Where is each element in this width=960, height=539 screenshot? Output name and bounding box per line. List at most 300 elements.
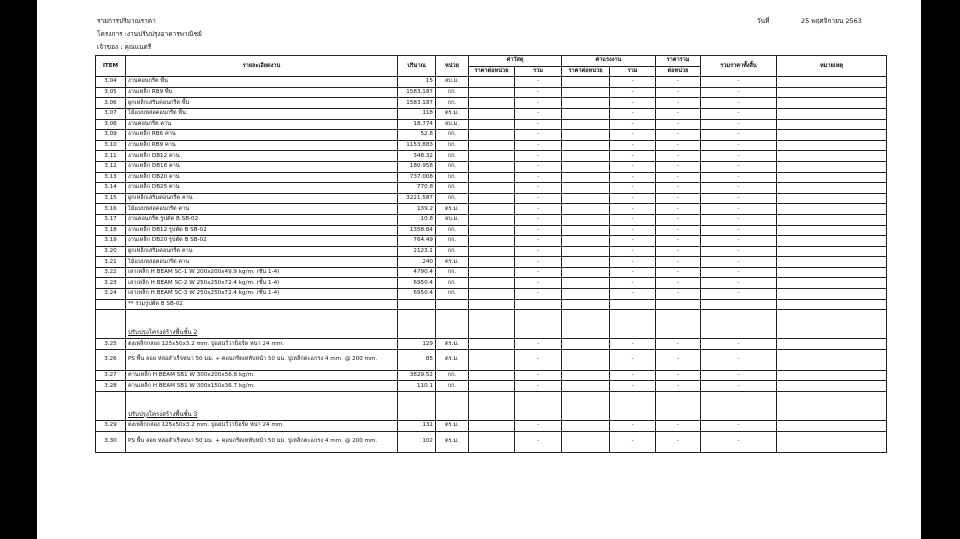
table-row [96,98,887,109]
cell-remark [777,381,887,392]
cell-labor-unit [562,130,610,141]
cell-empty [469,299,515,310]
cell-item: 3.04 [96,77,126,88]
cell-remark [777,349,887,370]
cell-empty [610,392,656,421]
cell-remark [777,161,887,172]
cell-item: 3.07 [96,108,126,119]
cell-sum-all: - [701,193,777,204]
cell-total-price: - [656,278,701,289]
cell-labor-unit [562,267,610,278]
cell-empty [398,310,436,339]
cell-material-unit [469,183,515,194]
cell-material-unit [469,87,515,98]
cell-labor-sum: - [610,130,656,141]
cell-remark [777,278,887,289]
cell-material-sum: - [515,257,562,268]
cell-unit: ตร.ม. [436,349,469,370]
cell-labor-unit [562,236,610,247]
cell-unit: กก. [436,193,469,204]
cell-unit: ตร.ม. [436,257,469,268]
cell-desc: งานเหล็ก DB12 คาน [126,151,398,162]
cell-item: 3.21 [96,257,126,268]
cell-labor-unit [562,108,610,119]
cell-item: 3.06 [96,98,126,109]
col-labor-unit: ราคาต่อหน่วย [562,66,610,77]
cell-labor-sum: - [610,339,656,350]
table-row [96,183,887,194]
cell-qty: 3829.52 [398,370,436,381]
cell-sum-all: - [701,246,777,257]
cell-sum-all: - [701,130,777,141]
cell-qty: 737.008 [398,172,436,183]
col-sum-all: รวมราคาทั้งสิ้น [701,56,777,77]
cell-material-sum: - [515,161,562,172]
col-material: ค่าวัสดุ [469,56,562,67]
cell-empty [469,392,515,421]
cell-empty [656,299,701,310]
cell-labor-unit [562,161,610,172]
cell-sum-all: - [701,278,777,289]
cell-qty: 129 [398,339,436,350]
project-name: โครงการ :งานปรับปรุงอาคารพาณิชย์ [97,30,202,38]
cell-qty: 3221.587 [398,193,436,204]
cell-material-sum: - [515,140,562,151]
cell-material-sum: - [515,193,562,204]
cell-qty: 139.2 [398,204,436,215]
cell-item: 3.29 [96,421,126,432]
cell-material-sum: - [515,349,562,370]
cell-material-unit [469,204,515,215]
cell-item: 3.18 [96,225,126,236]
cell-material-sum: - [515,77,562,88]
cell-labor-sum: - [610,421,656,432]
cell-desc: งานเหล็ก RB6 คาน [126,130,398,141]
cell-labor-sum: - [610,98,656,109]
cell-labor-unit [562,278,610,289]
cell-total-price: - [656,119,701,130]
cell-empty [562,392,610,421]
cell-material-sum: - [515,421,562,432]
cell-qty: 1358.84 [398,225,436,236]
cell-remark [777,193,887,204]
table-body [96,77,887,452]
cell-total-price: - [656,370,701,381]
cell-unit: กก. [436,278,469,289]
cell-item: 3.13 [96,172,126,183]
cell-qty: 52.8 [398,130,436,141]
cell-sum-all: - [701,349,777,370]
cell-labor-sum: - [610,193,656,204]
cell-remark [777,214,887,225]
col-material-sum: รวม [515,66,562,77]
cell-desc: คานเหล็ก H BEAM SB1 W 300x150x36.7 kg/m. [126,381,398,392]
cell-labor-unit [562,183,610,194]
cell-labor-unit [562,119,610,130]
table-row [96,381,887,392]
cell-empty [515,299,562,310]
cell-labor-sum: - [610,151,656,162]
cell-labor-unit [562,349,610,370]
cell-sum-all: - [701,257,777,268]
cell-labor-unit [562,381,610,392]
cell-sum-all: - [701,421,777,432]
cell-unit: กก. [436,370,469,381]
cell-desc: งานคอนกรีต รูปตัด B SB-02 [126,214,398,225]
cell-qty: 1583.187 [398,98,436,109]
cell-unit: กก. [436,246,469,257]
cell-remark [777,225,887,236]
cell-qty: 18.774 [398,119,436,130]
cell-total-price: - [656,349,701,370]
cell-labor-unit [562,77,610,88]
cell-empty [701,310,777,339]
cell-material-unit [469,108,515,119]
cell-desc: เสาเหล็ก H BEAM SC-3 W 250x250x72.4 kg/m. (ชั้น 1-4) [126,289,398,300]
cell-desc: ไม้แบบหล่อคอนกรีต คาน [126,257,398,268]
cell-labor-unit [562,172,610,183]
cell-sum-all: - [701,267,777,278]
cell-sum-all: - [701,98,777,109]
cell-labor-unit [562,98,610,109]
cell-empty [701,392,777,421]
cell-labor-sum: - [610,278,656,289]
cell-item: 3.15 [96,193,126,204]
cell-desc: งานเหล็ก DB25 คาน [126,183,398,194]
cell-material-sum: - [515,370,562,381]
cell-total-price: - [656,246,701,257]
cell-qty: 2123.1 [398,246,436,257]
cell-unit: ตร.ม. [436,421,469,432]
table-row [96,236,887,247]
cell-sum-all: - [701,431,777,452]
cell-desc: งานเหล็ก DB12 รูปตัด B SB-02 [126,225,398,236]
table-row [96,140,887,151]
cell-labor-sum: - [610,289,656,300]
cell-labor-unit [562,87,610,98]
cell-desc: งานเหล็ก RB9 คาน [126,140,398,151]
cell-labor-sum: - [610,87,656,98]
section-row [96,310,887,339]
cell-item: 3.28 [96,381,126,392]
table-row [96,172,887,183]
cell-material-unit [469,161,515,172]
cell-qty: 1153.883 [398,140,436,151]
table-row [96,214,887,225]
cell-item: 3.24 [96,289,126,300]
cell-remark [777,108,887,119]
cell-qty: 4790.4 [398,267,436,278]
cell-material-sum: - [515,130,562,141]
cell-remark [777,339,887,350]
cell-material-sum: - [515,183,562,194]
cell-desc: งานคอนกรีต พื้น [126,77,398,88]
cell-qty: 85 [398,349,436,370]
cell-labor-sum: - [610,161,656,172]
section-row [96,392,887,421]
cell-item: 3.19 [96,236,126,247]
cell-item: 3.25 [96,339,126,350]
cell-material-sum: - [515,225,562,236]
section-title: ปรับปรุงโครงสร้างพื้นชั้น 3 [128,411,198,419]
cell-labor-unit [562,246,610,257]
cell-sum-all: - [701,87,777,98]
cell-desc: ไม้แบบหล่อคอนกรีต คาน [126,204,398,215]
cell-sum-all: - [701,381,777,392]
table-row [96,193,887,204]
cell-labor-sum: - [610,381,656,392]
cell-empty [398,392,436,421]
cell-total-price: - [656,431,701,452]
cell-qty: 348.32 [398,151,436,162]
cell-unit: ลบ.ม. [436,119,469,130]
cell-item: 3.12 [96,161,126,172]
cell-total-price: - [656,87,701,98]
cell-material-unit [469,172,515,183]
cell-unit: ตร.ม. [436,431,469,452]
cell-labor-sum: - [610,370,656,381]
cell-total-price: - [656,204,701,215]
table-row [96,370,887,381]
cell-material-unit [469,339,515,350]
cell-remark [777,431,887,452]
cell-sum-all: - [701,339,777,350]
cell-qty: 6950.4 [398,278,436,289]
cell-desc: เสาเหล็ก H BEAM SC-2 W 250x250x72.4 kg/m. (ชั้น 1-4) [126,278,398,289]
cell-material-unit [469,370,515,381]
cell-labor-sum: - [610,119,656,130]
table-row [96,87,887,98]
cell-remark [777,77,887,88]
cell-material-unit [469,214,515,225]
cell-total-price: - [656,236,701,247]
cell-empty [515,392,562,421]
cell-material-sum: - [515,204,562,215]
cell-qty: 764.49 [398,236,436,247]
cell-desc: ผูกเหล็กเสริมคอนกรีต คาน [126,246,398,257]
cell-item: 3.16 [96,204,126,215]
cell-item [96,392,126,421]
table-row [96,431,887,452]
cell-total-price: - [656,140,701,151]
cell-item: 3.14 [96,183,126,194]
cell-total-price: - [656,130,701,141]
cell-item [96,310,126,339]
cell-material-unit [469,267,515,278]
cell-labor-unit [562,289,610,300]
cell-material-unit [469,140,515,151]
cell-empty [777,310,887,339]
cell-labor-unit [562,257,610,268]
cell-material-unit [469,193,515,204]
cell-sum-all: - [701,289,777,300]
cell-total-price: - [656,214,701,225]
col-remark: หมายเหตุ [777,56,887,77]
cell-empty [436,310,469,339]
table-row [96,204,887,215]
cell-unit: กก. [436,161,469,172]
cell-remark [777,421,887,432]
cell-remark [777,183,887,194]
cell-desc: งานเหล็ก RB9 พื้น [126,87,398,98]
cell-material-unit [469,130,515,141]
cell-remark [777,87,887,98]
cell-desc: PS พื้น ลอย หล่อสำเร็จหนา 50 มม. + คอนกรีตเททับหน้า 50 มม. ปูเหล็กตะแกรง 4 mm. @ 200 mm. [126,431,398,452]
cell-item: 3.26 [96,349,126,370]
col-total-price-sub: ต่อหน่วย [656,66,701,77]
cell-labor-sum: - [610,108,656,119]
cell-labor-sum: - [610,204,656,215]
table-row [96,267,887,278]
note-row-text: ** รวมรูปตัด B SB-02 [126,299,398,310]
cell-desc: ผูกเหล็กเสริมคอนกรีต พื้น [126,98,398,109]
cell-material-sum: - [515,108,562,119]
cell-unit: ตร.ม. [436,108,469,119]
cell-desc: งานเหล็ก DB16 คาน [126,161,398,172]
cell-qty: 15 [398,77,436,88]
cell-empty [701,299,777,310]
cell-labor-sum: - [610,225,656,236]
cell-remark [777,204,887,215]
cell-sum-all: - [701,119,777,130]
table-row [96,77,887,88]
cell-unit: กก. [436,130,469,141]
cell-material-sum: - [515,431,562,452]
cell-remark [777,246,887,257]
cell-unit: กก. [436,183,469,194]
table-row [96,289,887,300]
cell-sum-all: - [701,151,777,162]
cell-labor-unit [562,225,610,236]
cell-labor-sum: - [610,349,656,370]
cell-total-price: - [656,225,701,236]
col-item: ITEM [96,56,126,77]
cell-material-unit [469,236,515,247]
table-row [96,278,887,289]
cell-material-sum: - [515,267,562,278]
cell-labor-unit [562,140,610,151]
cell-unit: กก. [436,140,469,151]
cell-qty: 770.8 [398,183,436,194]
cell-qty: 10.8 [398,214,436,225]
doc-title: รายการปริมาณราคา [97,17,156,25]
table-row [96,130,887,141]
cell-labor-sum: - [610,183,656,194]
cell-desc: เสาเหล็ก H BEAM SC-1 W 200x200x49.9 kg/m. (ชั้น 1-4) [126,267,398,278]
col-labor-sum: รวม [610,66,656,77]
cell-total-price: - [656,108,701,119]
cell-unit: กก. [436,98,469,109]
cell-qty: 240 [398,257,436,268]
date-label: วันที่ [757,17,770,25]
cell-labor-unit [562,431,610,452]
cell-total-price: - [656,172,701,183]
cell-sum-all: - [701,183,777,194]
cell-empty [777,392,887,421]
cell-total-price: - [656,183,701,194]
cell-material-sum: - [515,98,562,109]
cell-unit: ตร.ม. [436,204,469,215]
cell-sum-all: - [701,161,777,172]
cell-item: 3.05 [96,87,126,98]
cell-material-sum: - [515,119,562,130]
cell-sum-all: - [701,370,777,381]
cell-desc: งานเหล็ก DB20 คาน [126,172,398,183]
table-row [96,151,887,162]
table-row [96,349,887,370]
cell-qty: 6950.4 [398,289,436,300]
cell-empty [436,392,469,421]
col-qty: ปริมาณ [398,56,436,77]
cell-qty: 110.1 [398,381,436,392]
cell-material-sum: - [515,151,562,162]
cell-item: 3.10 [96,140,126,151]
cell-sum-all: - [701,172,777,183]
cell-material-sum: - [515,214,562,225]
cell-item: 3.27 [96,370,126,381]
cell-item: 3.08 [96,119,126,130]
document-page [37,0,921,539]
note-row [96,299,887,310]
col-desc: รายละเอียดงาน [126,56,398,77]
cell-desc: ไม้แบบหล่อคอนกรีต พื้น [126,108,398,119]
cell-sum-all: - [701,236,777,247]
cell-material-unit [469,349,515,370]
cell-labor-sum: - [610,172,656,183]
cell-remark [777,119,887,130]
cell-material-unit [469,98,515,109]
cell-remark [777,236,887,247]
cell-sum-all: - [701,77,777,88]
boq-table [95,55,887,453]
cell-material-sum: - [515,289,562,300]
table-row [96,119,887,130]
cell-labor-unit [562,193,610,204]
cell-total-price: - [656,421,701,432]
cell-unit: กก. [436,151,469,162]
cell-sum-all: - [701,214,777,225]
table-row [96,421,887,432]
cell-empty [656,392,701,421]
cell-empty [562,299,610,310]
cell-material-sum: - [515,278,562,289]
cell-material-unit [469,225,515,236]
cell-remark [777,140,887,151]
cell-desc: งานคอนกรีต คาน [126,119,398,130]
cell-material-unit [469,77,515,88]
cell-desc: ตงเหล็กกล่อง 125x50x3.2 mm. ปูแผ่นวีวาบ็อร์ด หนา 24 mm. [126,339,398,350]
cell-unit: ลบ.ม. [436,77,469,88]
cell-unit: กก. [436,236,469,247]
cell-unit: กก. [436,225,469,236]
cell-material-unit [469,431,515,452]
table-row [96,225,887,236]
cell-remark [777,130,887,141]
cell-remark [777,257,887,268]
cell-remark [777,151,887,162]
cell-total-price: - [656,289,701,300]
col-material-unit: ราคาต่อหน่วย [469,66,515,77]
cell-labor-unit [562,204,610,215]
section-row-text [126,392,398,421]
cell-unit: ลบ.ม. [436,214,469,225]
col-total-price: ราคารวม [656,56,701,67]
cell-remark [777,172,887,183]
cell-item: 3.23 [96,278,126,289]
cell-qty: 1583.187 [398,87,436,98]
cell-labor-sum: - [610,267,656,278]
cell-remark [777,289,887,300]
